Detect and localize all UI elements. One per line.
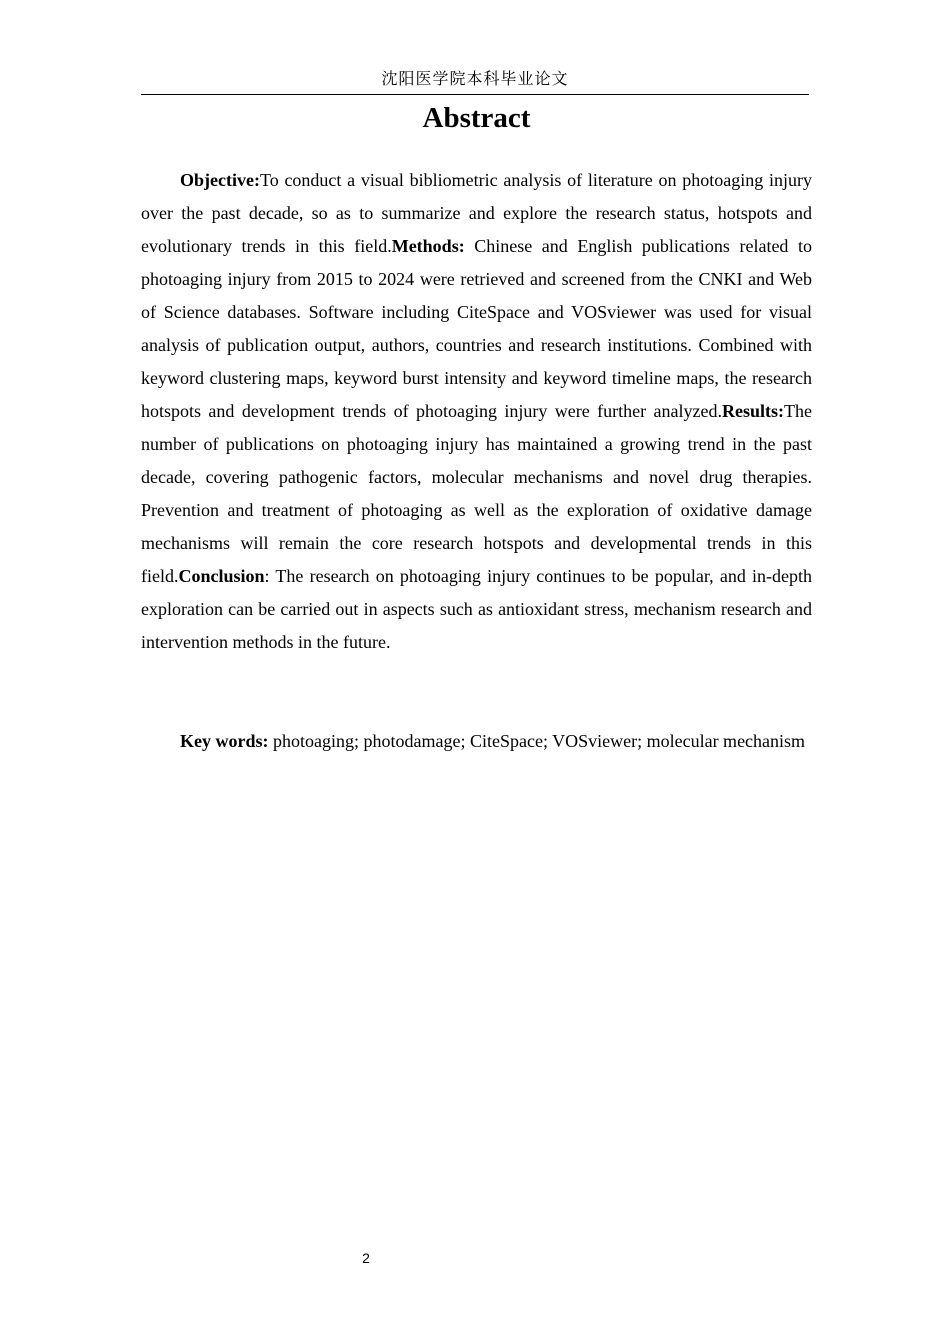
keywords-label: Key words: — [180, 731, 269, 751]
conclusion-label: Conclusion — [178, 566, 265, 586]
objective-text: To conduct a visual bibliometric analysis of literature on photoaging injury over the past decade, so as to summarize and explore the research status, hotspots and evolutionary trends in this field. — [141, 170, 812, 256]
results-label: Results: — [722, 401, 785, 421]
methods-text: Chinese and English publications related to photoaging injury from 2015 to 2024 were retrieved and screened from the CNKI and Web of Science databases. Software including CiteSpace and VOSviewer was used for visual analysis of publication output, authors, countries and research institutions. Combined with keyword clustering maps, keyword burst intensity and keyword timeline maps, the research hotspots and development trends of photoaging injury were further analyzed. — [141, 236, 812, 421]
keywords-paragraph — [141, 725, 812, 758]
abstract-title: Abstract — [422, 102, 531, 134]
conclusion-text: : The research on photoaging injury continues to be popular, and in-depth exploration can be carried out in aspects such as antioxidant stress, mechanism research and intervention methods in the future. — [141, 566, 812, 652]
abstract-body — [141, 164, 812, 659]
results-text: The number of publications on photoaging injury has maintained a growing trend in the past decade, covering pathogenic factors, molecular mechanisms and novel drug therapies. Prevention and treatment of photoaging as well as the exploration of oxidative damage mechanisms will remain the core research hotspots and developmental trends in this field. — [141, 401, 812, 586]
header-rule — [141, 94, 809, 95]
keywords-text: photoaging; photodamage; CiteSpace; VOSviewer; molecular mechanism — [268, 731, 806, 751]
methods-label: Methods: — [391, 236, 465, 256]
running-header: 沈阳医学院本科毕业论文 — [381, 69, 569, 88]
objective-label: Objective: — [180, 170, 260, 190]
page-number: 2 — [362, 1250, 370, 1266]
